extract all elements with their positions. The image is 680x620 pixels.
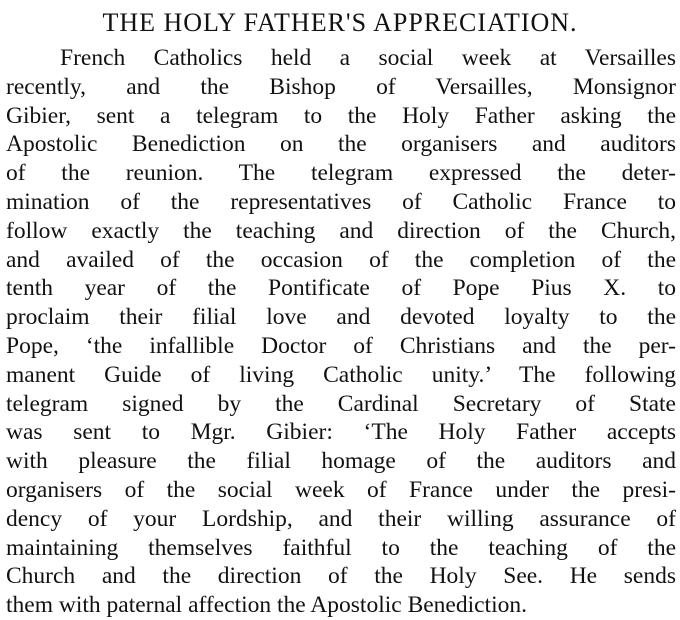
article-line: manent Guide of living Catholic unity.’ The following — [6, 361, 676, 388]
article-line: with pleasure the filial homage of the auditors and — [6, 448, 676, 475]
article-line: mination of the representatives of Catholic France to — [6, 188, 676, 215]
article-line: dency of your Lordship, and their willing assurance of — [6, 505, 676, 532]
article-line: organisers of the social week of France under the presi- — [6, 476, 676, 503]
article-line: and availed of the occasion of the completion of the — [6, 246, 676, 273]
article-line: maintaining themselves faithful to the teaching of the — [6, 534, 676, 561]
article-line: them with paternal affection the Apostolic Benediction. — [6, 592, 527, 619]
article-line: recently, and the Bishop of Versailles, Monsignor — [6, 73, 676, 100]
article-body — [6, 44, 676, 620]
article-line: Pope, ‘the infallible Doctor of Christians and the per- — [6, 332, 676, 359]
article-line: Apostolic Benediction on the organisers and auditors — [6, 131, 676, 158]
article-line: Gibier, sent a telegram to the Holy Father asking the — [6, 102, 676, 129]
article-line: was sent to Mgr. Gibier: ‘The Holy Father accepts — [6, 419, 676, 446]
article-line: Church and the direction of the Holy See. He sends — [6, 563, 676, 590]
article-line: French Catholics held a social week at Versailles — [60, 45, 676, 71]
article-line: telegram signed by the Cardinal Secretary of State — [6, 390, 676, 417]
article-line: of the reunion. The telegram expressed the deter- — [6, 160, 676, 187]
article-line: tenth year of the Pontificate of Pope Pius X. to — [6, 275, 676, 302]
article-headline: THE HOLY FATHER'S APPRECIATION. — [102, 8, 578, 37]
article-line: follow exactly the teaching and direction of the Church, — [6, 217, 676, 244]
article-line: proclaim their filial love and devoted loyalty to the — [6, 304, 676, 331]
